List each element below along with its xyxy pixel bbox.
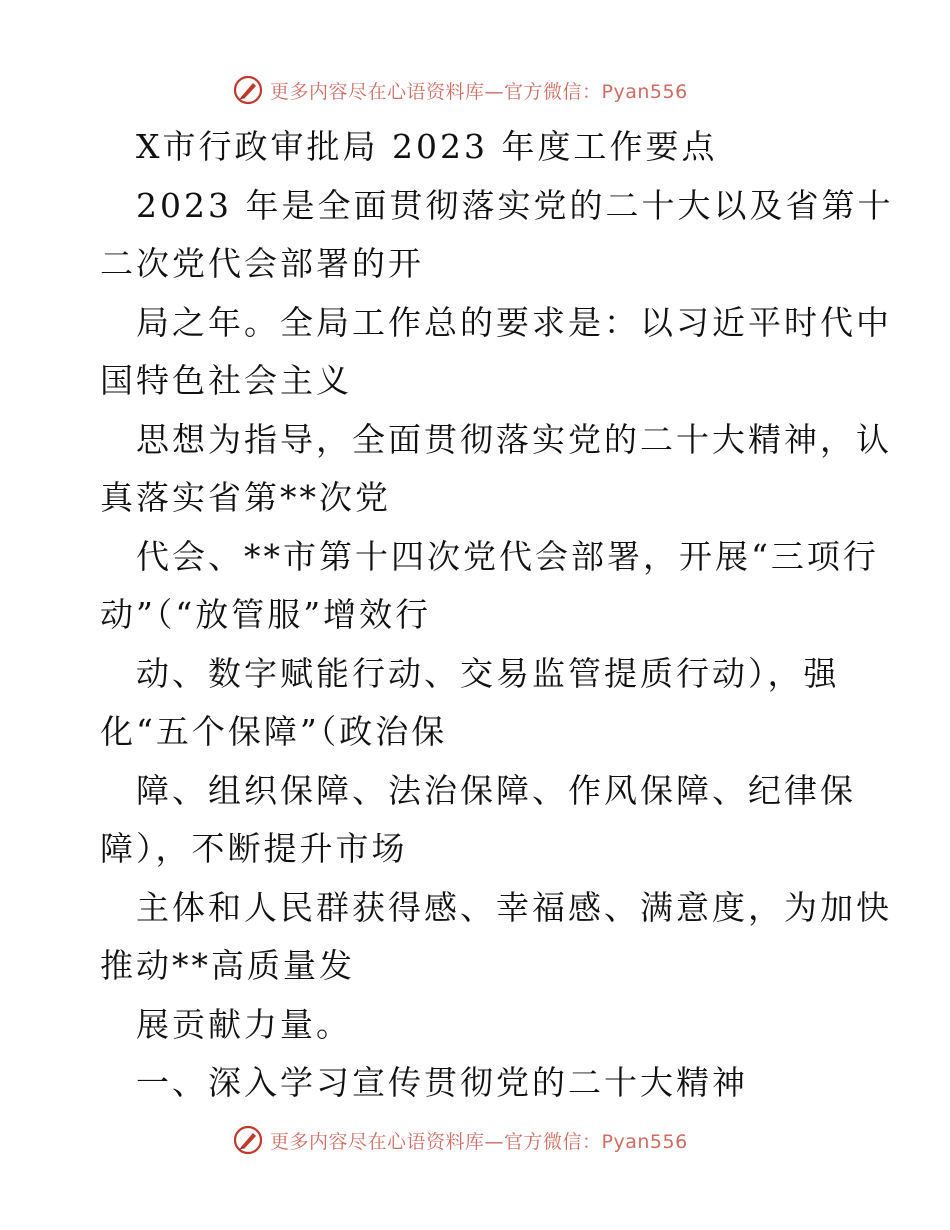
watermark-footer: [232, 1122, 688, 1158]
body-line: 思想为指导，全面贯彻落实党的二十大精神，认: [136, 420, 892, 459]
section-heading: 一、深入学习宣传贯彻党的二十大精神: [136, 1063, 748, 1102]
body-line: 真落实省第**次党: [100, 478, 391, 517]
body-line: 局之年。全局工作总的要求是：以习近平时代中: [136, 303, 892, 342]
body-line: 障、组织保障、法治保障、作风保障、纪律保: [136, 771, 856, 810]
body-line: 障），不断提升市场: [100, 829, 408, 868]
watermark-text: 更多内容尽在心语资料库—官方微信：Pyan556: [270, 1130, 688, 1153]
watermark-header: [232, 72, 688, 108]
body-line: 二次党代会部署的开: [100, 244, 424, 283]
body-line: 国特色社会主义: [100, 361, 352, 400]
document-title: X市行政审批局 2023 年度工作要点: [136, 127, 718, 166]
body-line: 展贡献力量。: [136, 1005, 352, 1044]
body-line: 2023 年是全面贯彻落实党的二十大以及省第十: [136, 186, 894, 225]
body-line: 代会、**市第十四次党代会部署，开展“三项行: [136, 537, 879, 576]
watermark-text: 更多内容尽在心语资料库—官方微信：Pyan556: [270, 80, 688, 103]
body-line: 动”（“放管服”增效行: [100, 595, 432, 634]
pen-logo-icon: [232, 1124, 264, 1156]
body-line: 推动**高质量发: [100, 946, 355, 985]
body-line: 主体和人民群获得感、幸福感、满意度，为加快: [136, 888, 892, 927]
body-line: 动、数字赋能行动、交易监管提质行动），强: [136, 654, 840, 693]
body-line: 化“五个保障”（政治保: [100, 712, 448, 751]
pen-logo-icon: [232, 74, 264, 106]
